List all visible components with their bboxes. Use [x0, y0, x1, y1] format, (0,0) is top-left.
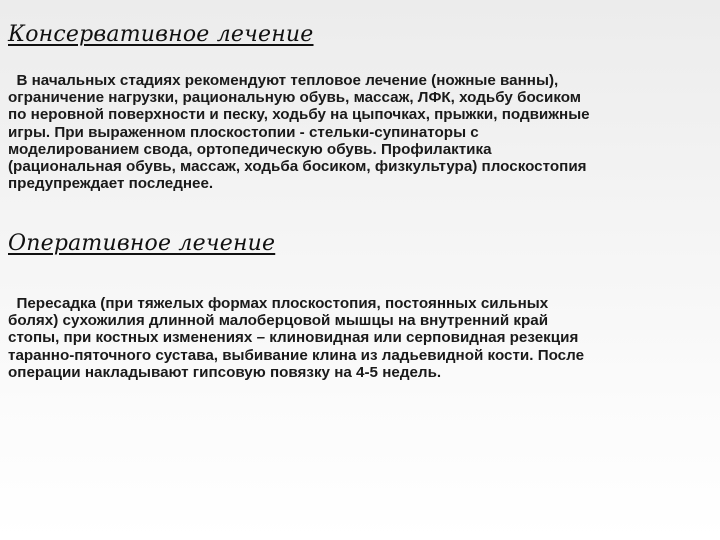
text-line: (рациональная обувь, массаж, ходьба босиком, физкультура) плоскостопия — [8, 158, 587, 176]
text-line: стопы, при костных изменениях – клиновидная или серповидная резекция — [8, 329, 579, 347]
text-line: моделированием свода, ортопедическую обувь. Профилактика — [8, 140, 492, 158]
text-line: Пересадка (при тяжелых формах плоскостопия, постоянных сильных — [8, 295, 549, 312]
text-line: болях) сухожилия длинной малоберцовой мышцы на внутренний край — [8, 312, 549, 330]
text-line: ограничение нагрузки, рациональную обувь, массаж, ЛФК, ходьбу босиком — [8, 89, 582, 107]
paragraph-surgical-treatment — [8, 295, 708, 381]
text-line: предупреждает последнее. — [8, 175, 214, 193]
text-line: операции накладывают гипсовую повязку на 4-5 недель. — [8, 363, 442, 381]
paragraph-conservative-treatment — [8, 72, 708, 192]
text-line: В начальных стадиях рекомендуют тепловое лечение (ножные ванны), — [8, 72, 559, 89]
heading-surgical-treatment: Оперативное лечение — [8, 231, 276, 256]
text-line: по неровной поверхности и песку, ходьбу на цыпочках, прыжки, подвижные — [8, 106, 590, 124]
text-line: игры. При выраженном плоскостопии - стельки-супинаторы с — [8, 123, 479, 141]
heading-conservative-treatment: Консервативное лечение — [8, 22, 314, 47]
text-line: таранно-пяточного сустава, выбивание клина из ладьевидной кости. После — [8, 346, 585, 364]
